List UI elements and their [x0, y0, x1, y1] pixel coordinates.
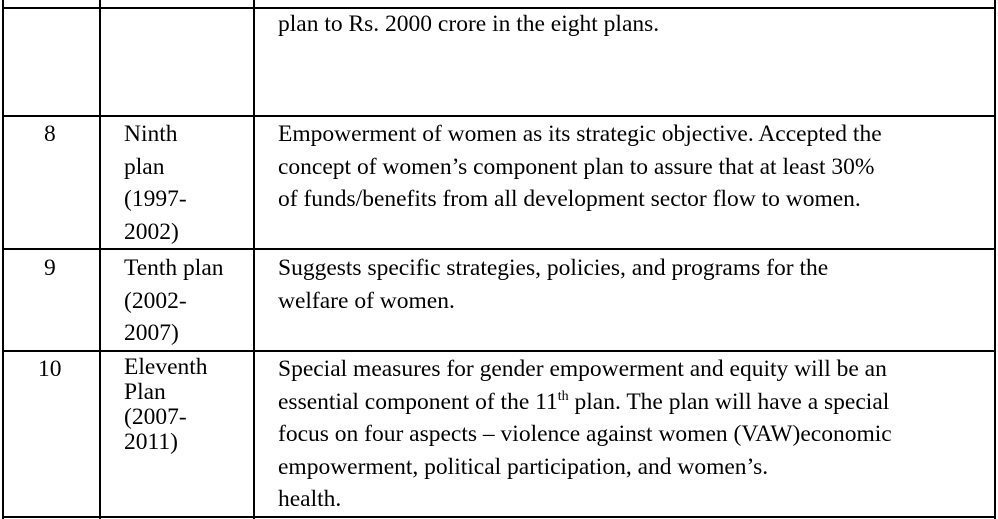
row-divider [2, 350, 996, 352]
plan-line: Ninth [124, 121, 178, 147]
table-border-left [2, 0, 4, 519]
plan-line: (1997- [124, 186, 187, 212]
column-divider-1 [99, 0, 101, 519]
description-cell [278, 252, 828, 317]
plan-line: (2002- [124, 287, 187, 314]
description-line: Suggests specific strategies, policies, and programs for the [278, 255, 829, 281]
row-number: 8 [44, 121, 56, 147]
plan-line: (2007- [124, 404, 187, 430]
plan-line: Tenth plan [124, 255, 224, 281]
description-line: empowerment, political participation, and women’s. [278, 453, 769, 480]
plan-line: plan [124, 153, 165, 180]
description-cell [278, 118, 882, 216]
description-text: essential component of the 11 [278, 388, 558, 415]
plan-line: Plan [124, 379, 166, 405]
description-cell [278, 8, 659, 41]
row-divider [2, 248, 996, 250]
plan-cell [124, 118, 187, 248]
description-line [278, 386, 892, 419]
row-divider [2, 115, 996, 117]
description-cell [278, 353, 892, 516]
description-line: plan to Rs. 2000 crore in the eight plans. [278, 11, 660, 37]
description-line: Empowerment of women as its strategic objective. Accepted the [278, 121, 882, 147]
description-line: Special measures for gender empowerment and equity will be an [278, 356, 887, 382]
row-number: 9 [44, 255, 56, 281]
plan-line: 2007) [124, 320, 179, 346]
table-border-bottom [2, 516, 996, 518]
description-line: concept of women’s component plan to assure that at least 30% [278, 153, 875, 180]
description-line: focus on four aspects – violence against women (VAW)economic [278, 421, 892, 447]
ordinal-superscript: th [557, 388, 569, 404]
description-text: plan. The plan will have a special [568, 388, 890, 415]
plan-cell [124, 355, 208, 455]
plan-line: Eleventh [124, 354, 208, 380]
plan-cell [124, 252, 224, 350]
row-number: 10 [38, 356, 62, 382]
column-divider-2 [253, 0, 255, 519]
plan-line: 2002) [124, 218, 179, 245]
description-line: of funds/benefits from all development sector flow to women. [278, 186, 861, 212]
plan-line: 2011) [124, 429, 178, 455]
description-line: health. [278, 486, 342, 512]
description-line: welfare of women. [278, 287, 455, 314]
table-border-right [994, 0, 996, 519]
